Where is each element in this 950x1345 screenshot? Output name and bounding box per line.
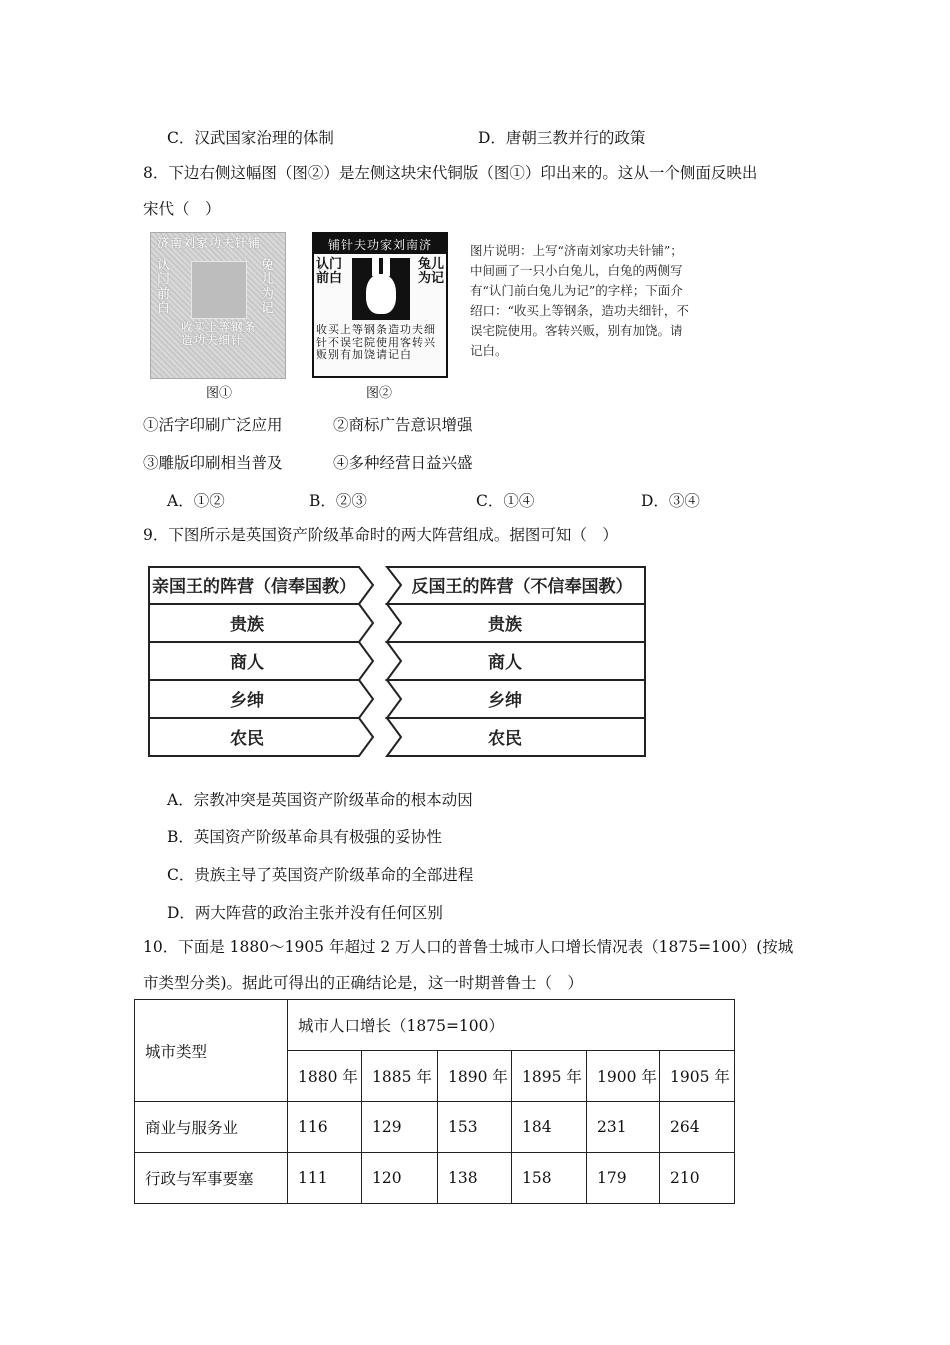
table-cell: 120 — [362, 1153, 438, 1204]
printed-ad-image — [312, 232, 448, 378]
q9-option-a: A．宗教冲突是英国资产阶级革命的根本动因 — [167, 791, 473, 809]
table-cell: 158 — [512, 1153, 587, 1204]
table-year-1905: 1905 年 — [660, 1051, 735, 1102]
table-cell: 231 — [587, 1102, 660, 1153]
q9-option-b: B．英国资产阶级革命具有极强的妥协性 — [167, 828, 442, 846]
table-year-1895: 1895 年 — [512, 1051, 587, 1102]
table-year-1880: 1880 年 — [288, 1051, 362, 1102]
q7-option-c: C．汉武国家治理的体制 — [167, 129, 334, 147]
left-camp-header: 亲国王的阵营（信奉国教） — [152, 577, 356, 597]
q9-stem: 9．下图所示是英国资产阶级革命时的两大阵营组成。据图可知（ ） — [143, 526, 618, 544]
fig2-left-text: 认门前白 — [316, 257, 343, 287]
table-cell: 184 — [512, 1102, 587, 1153]
q10-stem-line1: 10．下面是 1880～1905 年超过 2 万人口的普鲁士城市人口增长情况表（1875=100）(按城 — [143, 938, 794, 956]
q8-stem-line2: 宋代（ ） — [143, 200, 221, 218]
right-row-peasants: 农民 — [488, 729, 522, 749]
table-cell: 210 — [660, 1153, 735, 1204]
q8-item-2: ②商标广告意识增强 — [333, 416, 473, 434]
table-cell: 264 — [660, 1102, 735, 1153]
table-cell: 111 — [288, 1153, 362, 1204]
fig2-top-text: 铺针夫功家刘南济 — [327, 238, 432, 252]
table-year-1900: 1900 年 — [587, 1051, 660, 1102]
fig1-right-text: 兔儿为记 — [261, 258, 275, 316]
fig2-label: 图② — [366, 386, 393, 401]
q8-option-b: B．②③ — [309, 492, 367, 510]
population-table — [134, 999, 735, 1204]
fig1-label: 图① — [206, 386, 233, 401]
table-cell: 138 — [438, 1153, 512, 1204]
left-row-merchants: 商人 — [230, 653, 264, 673]
table-header-city-type: 城市类型 — [135, 1000, 288, 1102]
white-rabbit-icon — [352, 258, 410, 320]
right-row-nobility: 贵族 — [488, 615, 522, 635]
q8-item-3: ③雕版印刷相当普及 — [143, 454, 283, 472]
fig1-left-text: 认门前白 — [157, 258, 171, 316]
table-cell: 129 — [362, 1102, 438, 1153]
table-cell: 153 — [438, 1102, 512, 1153]
q8-option-c: C．①④ — [476, 492, 535, 510]
q8-option-d: D．③④ — [641, 492, 700, 510]
picture-caption: 图片说明：上写“济南刘家功夫针铺”；中间画了一只小白兔儿，白兔的两侧写有“认门前白兔儿为记”的字样；下面介绍口：“收买上等钢条，造功夫细针，不误宅院使用。客转兴贩，别有加饶。请记白。 — [470, 243, 689, 358]
left-row-nobility: 贵族 — [230, 615, 264, 635]
q8-stem-line1: 8．下边右侧这幅图（图②）是左侧这块宋代铜版（图①）印出来的。这从一个侧面反映出 — [143, 164, 758, 182]
right-camp-header: 反国王的阵营（不信奉国教） — [411, 577, 633, 597]
fig2-right-text: 兔儿为记 — [418, 257, 445, 287]
fig2-bottom-text: 收买上等钢条造功夫细针不误宅院使用客转兴贩别有加饶请记白 — [316, 324, 436, 362]
table-year-1890: 1890 年 — [438, 1051, 512, 1102]
q10-stem-line2: 市类型分类)。据此可得出的正确结论是，这一时期普鲁士（ ） — [143, 974, 584, 992]
right-row-merchants: 商人 — [488, 653, 522, 673]
table-cell: 179 — [587, 1153, 660, 1204]
table-year-1885: 1885 年 — [362, 1051, 438, 1102]
q8-item-1: ①活字印刷广泛应用 — [143, 416, 283, 434]
left-row-gentry: 乡绅 — [230, 691, 264, 711]
row-type-commerce: 商业与服务业 — [135, 1102, 288, 1153]
table-row — [135, 1153, 735, 1204]
copper-plate-image — [150, 232, 286, 379]
q9-option-d: D．两大阵营的政治主张并没有任何区别 — [167, 904, 443, 922]
table-cell: 116 — [288, 1102, 362, 1153]
q8-item-4: ④多种经营日益兴盛 — [333, 454, 473, 472]
table-header-growth: 城市人口增长（1875=100） — [288, 1000, 735, 1051]
q9-option-c: C．贵族主导了英国资产阶级革命的全部进程 — [167, 866, 474, 884]
fig1-rabbit-icon — [191, 261, 247, 319]
camp-diagram — [147, 565, 647, 760]
fig1-bottom-text: 收买上等钢条造功夫细针 — [181, 320, 256, 347]
q8-option-a: A．①② — [167, 492, 225, 510]
q7-option-d: D．唐朝三教并行的政策 — [478, 129, 646, 147]
fig1-top-text: 济南刘家功夫针铺 — [157, 236, 262, 250]
right-row-gentry: 乡绅 — [488, 691, 522, 711]
table-row — [135, 1102, 735, 1153]
row-type-admin-military: 行政与军事要塞 — [135, 1153, 288, 1204]
left-row-peasants: 农民 — [230, 729, 264, 749]
